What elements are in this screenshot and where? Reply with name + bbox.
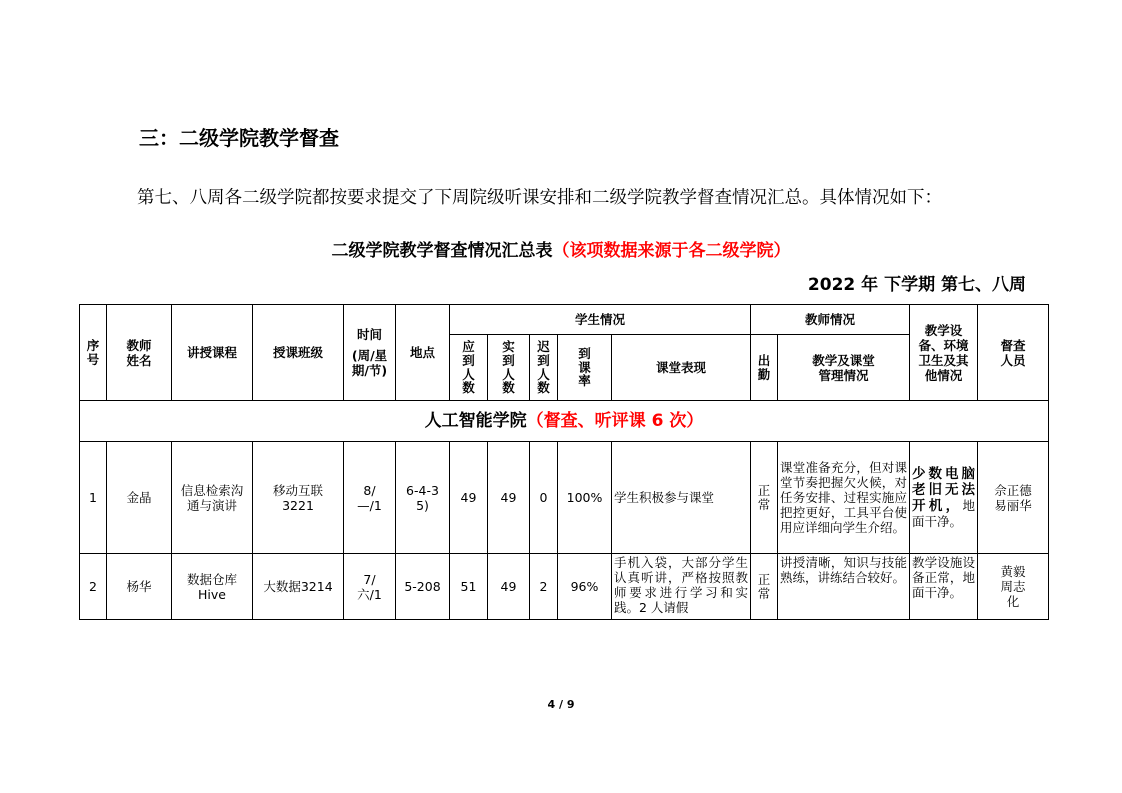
college-heading xyxy=(80,401,1049,442)
cell-attendance: 正常 xyxy=(751,554,778,620)
cell-late: 0 xyxy=(530,442,558,554)
cell-actual: 49 xyxy=(488,442,530,554)
cell-equipment xyxy=(910,442,978,554)
cell-place: 5-208 xyxy=(396,554,450,620)
header-seq: 序号 xyxy=(80,305,107,401)
header-equipment: 教学设备、环境卫生及其他情况 xyxy=(910,305,978,401)
cell-seq: 2 xyxy=(80,554,107,620)
table-title-main: 二级学院教学督查情况汇总表 xyxy=(331,241,553,261)
cell-expected: 51 xyxy=(450,554,488,620)
table-title xyxy=(0,236,1122,261)
cell-rate: 96% xyxy=(558,554,612,620)
cell-time: 8/—/1 xyxy=(344,442,396,554)
table-title-note: （该项数据来源于各二级学院） xyxy=(552,241,791,261)
page-number: 4 / 9 xyxy=(547,698,575,711)
table-row xyxy=(80,442,1049,554)
intro-paragraph: 第七、八周各二级学院都按要求提交了下周院级听课安排和二级学院教学督查情况汇总。具体情况如下： xyxy=(137,188,942,208)
header-supervisor: 督查人员 xyxy=(978,305,1049,401)
header-attendance: 出勤 xyxy=(751,335,778,401)
term-label: 2022 年 下学期 第七、八周 xyxy=(807,275,1026,295)
header-expected: 应到人数 xyxy=(450,335,488,401)
cell-class: 移动互联3221 xyxy=(253,442,344,554)
header-late: 迟到人数 xyxy=(530,335,558,401)
cell-teacher: 金晶 xyxy=(107,442,172,554)
header-performance: 课堂表现 xyxy=(612,335,751,401)
header-management: 教学及课堂管理情况 xyxy=(778,335,910,401)
header-time xyxy=(344,305,396,401)
cell-expected: 49 xyxy=(450,442,488,554)
header-teacher-group: 教师情况 xyxy=(751,305,910,335)
cell-equipment-rest: 地面干净。 xyxy=(912,498,976,530)
college-name: 人工智能学院 xyxy=(424,410,527,431)
header-actual: 实到人数 xyxy=(488,335,530,401)
cell-late: 2 xyxy=(530,554,558,620)
header-time-sub: (周/星期/节) xyxy=(351,348,388,378)
cell-actual: 49 xyxy=(488,554,530,620)
header-course: 讲授课程 xyxy=(172,305,253,401)
cell-place: 6-4-3 5) xyxy=(396,442,450,554)
supervision-summary-table xyxy=(79,304,1049,620)
college-note: （督查、听评课 6 次） xyxy=(526,410,704,431)
college-row xyxy=(80,401,1049,442)
cell-management: 讲授清晰，知识与技能熟练，讲练结合较好。 xyxy=(778,554,910,620)
cell-rate: 100% xyxy=(558,442,612,554)
cell-equipment-bold: 少数电脑老旧无法开机， xyxy=(912,465,976,515)
cell-supervisor: 黄毅周志化 xyxy=(978,554,1049,620)
cell-attendance: 正常 xyxy=(751,442,778,554)
cell-teacher: 杨华 xyxy=(107,554,172,620)
table-row xyxy=(80,554,1049,620)
cell-supervisor: 佘正德易丽华 xyxy=(978,442,1049,554)
header-teacher: 教师姓名 xyxy=(107,305,172,401)
cell-course: 信息检索沟通与演讲 xyxy=(172,442,253,554)
header-rate: 到课率 xyxy=(558,335,612,401)
cell-seq: 1 xyxy=(80,442,107,554)
header-place: 地点 xyxy=(396,305,450,401)
cell-equipment: 教学设施设备正常，地面干净。 xyxy=(910,554,978,620)
header-time-label: 时间 xyxy=(356,327,382,342)
cell-performance: 学生积极参与课堂 xyxy=(612,442,751,554)
cell-management: 课堂准备充分，但对课堂节奏把握欠火候，对任务安排、过程实施应把控更好，工具平台使用应详细向学生介绍。 xyxy=(778,442,910,554)
header-student-group: 学生情况 xyxy=(450,305,751,335)
section-heading: 三：二级学院教学督查 xyxy=(139,126,339,150)
cell-time: 7/六/1 xyxy=(344,554,396,620)
cell-course: 数据仓库Hive xyxy=(172,554,253,620)
header-class: 授课班级 xyxy=(253,305,344,401)
cell-performance: 手机入袋，大部分学生认真听讲，严格按照教师要求进行学习和实践。2 人请假 xyxy=(612,554,751,620)
cell-class: 大数据3214 xyxy=(253,554,344,620)
